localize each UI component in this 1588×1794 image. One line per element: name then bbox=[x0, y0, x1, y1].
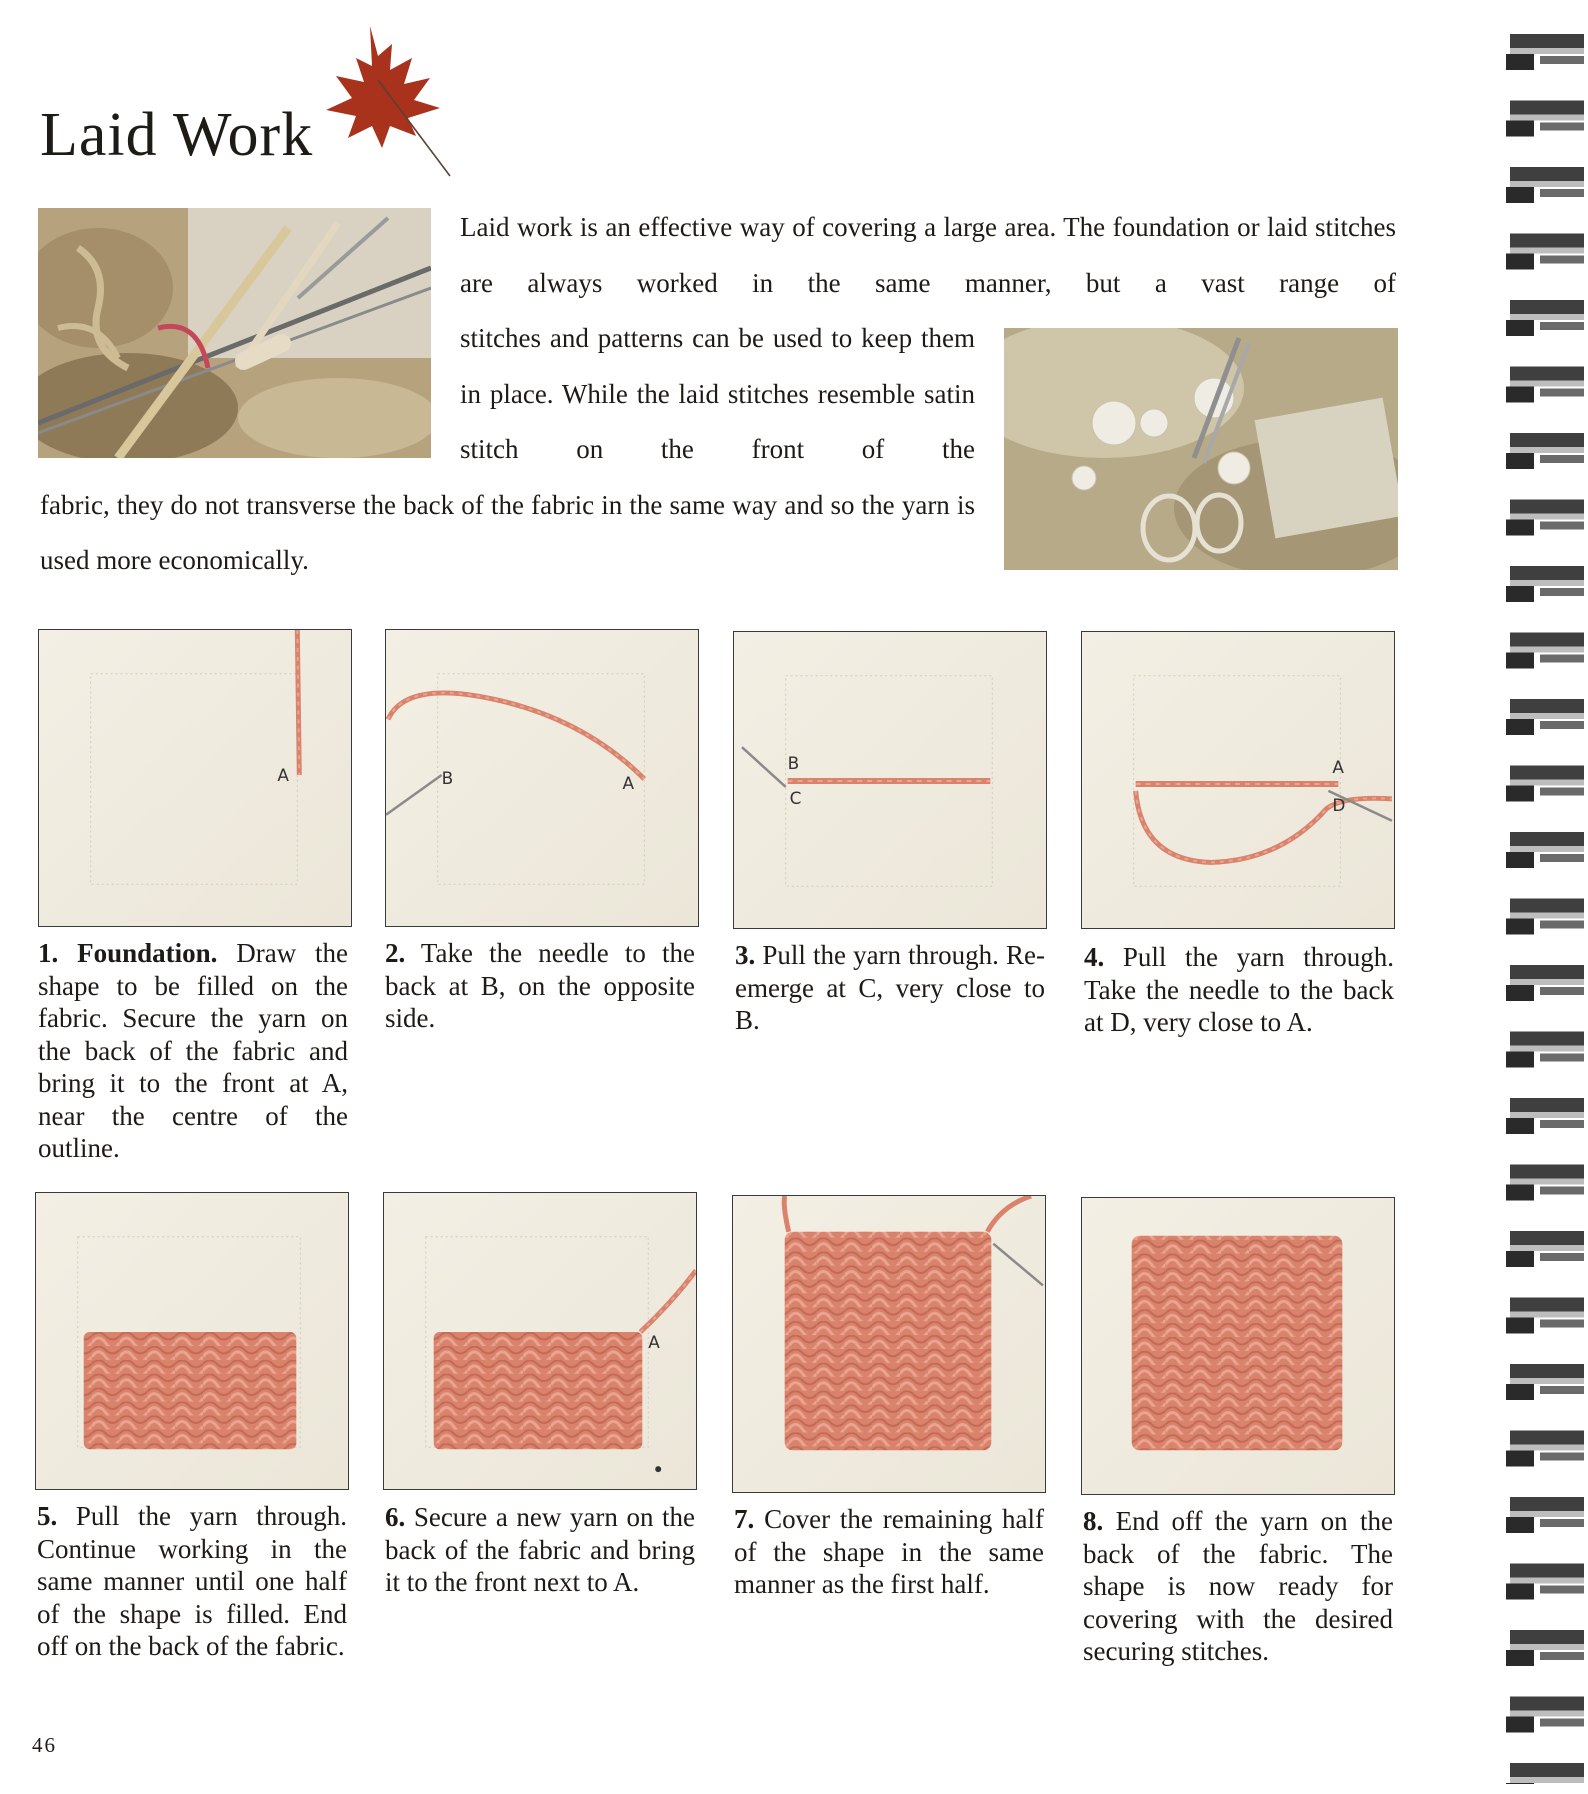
spiral-coil bbox=[1506, 965, 1584, 1001]
step-5-photo bbox=[35, 1192, 349, 1490]
spiral-coil bbox=[1506, 832, 1584, 868]
label-a: A bbox=[648, 1331, 660, 1352]
step-4-caption bbox=[1084, 941, 1394, 1039]
spiral-coil bbox=[1506, 1564, 1584, 1600]
spiral-coil bbox=[1506, 1032, 1584, 1068]
label-d: D bbox=[1332, 794, 1346, 815]
spiral-coil bbox=[1506, 1364, 1584, 1400]
spiral-coil bbox=[1506, 1431, 1584, 1467]
spiral-coil bbox=[1506, 766, 1584, 802]
step-4-number: 4. bbox=[1084, 942, 1105, 972]
step-7-number: 7. bbox=[734, 1504, 755, 1534]
spiral-coil bbox=[1506, 633, 1584, 669]
spiral-coil bbox=[1506, 566, 1584, 602]
step-4-text: Pull the yarn through. Take the needle to the back at D, very close to A. bbox=[1084, 942, 1394, 1037]
spiral-coil bbox=[1506, 500, 1584, 536]
label-a: A bbox=[622, 772, 635, 793]
step-4-photo bbox=[1081, 631, 1395, 929]
intro-paragraph-top: Laid work is an effective way of covering a large area. The foundation or laid stitches are always worked in the same manner, but a vast range of bbox=[460, 212, 1396, 298]
step-7-text: Cover the remaining half of the shape in the same manner as the first half. bbox=[734, 1504, 1044, 1599]
step-2-text: Take the needle to the back at B, on the opposite side. bbox=[385, 938, 695, 1033]
spiral-coil bbox=[1506, 1697, 1584, 1733]
step-3-text: Pull the yarn through. Re-emerge at C, very close to B. bbox=[735, 940, 1045, 1035]
step-6-photo bbox=[383, 1192, 697, 1490]
spiral-coil bbox=[1506, 234, 1584, 270]
step-1-text: Draw the shape to be filled on the fabric. Secure the yarn on the back of the fabric and bring it to the front at A, near the centre of the outline. bbox=[38, 938, 348, 1163]
step-8-text: End off the yarn on the back of the fabric. The shape is now ready for covering with the desired securing stitches. bbox=[1083, 1506, 1394, 1666]
step-2-caption bbox=[385, 937, 695, 1035]
label-a: A bbox=[277, 764, 289, 785]
spiral-coil bbox=[1506, 1298, 1584, 1334]
spiral-coil bbox=[1506, 34, 1584, 70]
step-1-photo bbox=[38, 629, 352, 927]
spiral-binding bbox=[1500, 24, 1588, 1784]
step-5-caption bbox=[37, 1500, 347, 1663]
page-number: 46 bbox=[32, 1733, 57, 1757]
step-2-number: 2. bbox=[385, 938, 406, 968]
spiral-coil bbox=[1506, 300, 1584, 336]
spiral-coil bbox=[1506, 1763, 1584, 1784]
spiral-coil bbox=[1506, 1497, 1584, 1533]
step-8-caption bbox=[1083, 1505, 1393, 1668]
spiral-coil bbox=[1506, 101, 1584, 137]
spiral-coil bbox=[1506, 1630, 1584, 1666]
step-3-photo bbox=[733, 631, 1047, 929]
lace-and-scissors-photo bbox=[1004, 328, 1398, 570]
spiral-coil bbox=[1506, 1098, 1584, 1134]
step-2-photo bbox=[385, 629, 699, 927]
step-8-photo bbox=[1081, 1197, 1395, 1495]
spiral-coil bbox=[1506, 1231, 1584, 1267]
label-a: A bbox=[1332, 757, 1344, 778]
step-7-photo bbox=[732, 1195, 1046, 1493]
label-b: B bbox=[441, 767, 454, 788]
step-1-number: 1. bbox=[38, 938, 59, 968]
spiral-coil bbox=[1506, 167, 1584, 203]
spiral-coil bbox=[1506, 1165, 1584, 1201]
step-8-number: 8. bbox=[1083, 1506, 1104, 1536]
step-7-caption bbox=[734, 1503, 1044, 1601]
intro-paragraph-middle: stitches and patterns can be used to keep them in place. While the laid stitches resemble satin stitch on the front of the bbox=[460, 323, 975, 464]
spiral-coil bbox=[1506, 699, 1584, 735]
spiral-coil bbox=[1506, 899, 1584, 935]
step-1-title: Foundation. bbox=[77, 938, 218, 968]
embroidery-tools-photo bbox=[38, 208, 431, 458]
step-6-number: 6. bbox=[385, 1502, 406, 1532]
step-5-number: 5. bbox=[37, 1501, 58, 1531]
spiral-coil bbox=[1506, 367, 1584, 403]
label-b: B bbox=[787, 753, 800, 774]
step-3-caption bbox=[735, 939, 1045, 1037]
intro-paragraph-bottom: fabric, they do not transverse the back of the fabric in the same way and so the yarn is used more economically. bbox=[40, 489, 975, 575]
step-6-text: Secure a new yarn on the back of the fabric and bring it to the front next to A. bbox=[385, 1502, 695, 1597]
label-c: C bbox=[789, 787, 802, 808]
step-6-caption bbox=[385, 1501, 695, 1599]
step-5-text: Pull the yarn through. Continue working in the same manner until one half of the shape is filled. End off on the back of the fabric. bbox=[37, 1501, 347, 1661]
spiral-coil bbox=[1506, 433, 1584, 469]
page-title: Laid Work bbox=[40, 101, 314, 169]
step-1-caption bbox=[38, 937, 348, 1165]
maple-leaf-icon bbox=[312, 18, 462, 183]
step-3-number: 3. bbox=[735, 940, 756, 970]
